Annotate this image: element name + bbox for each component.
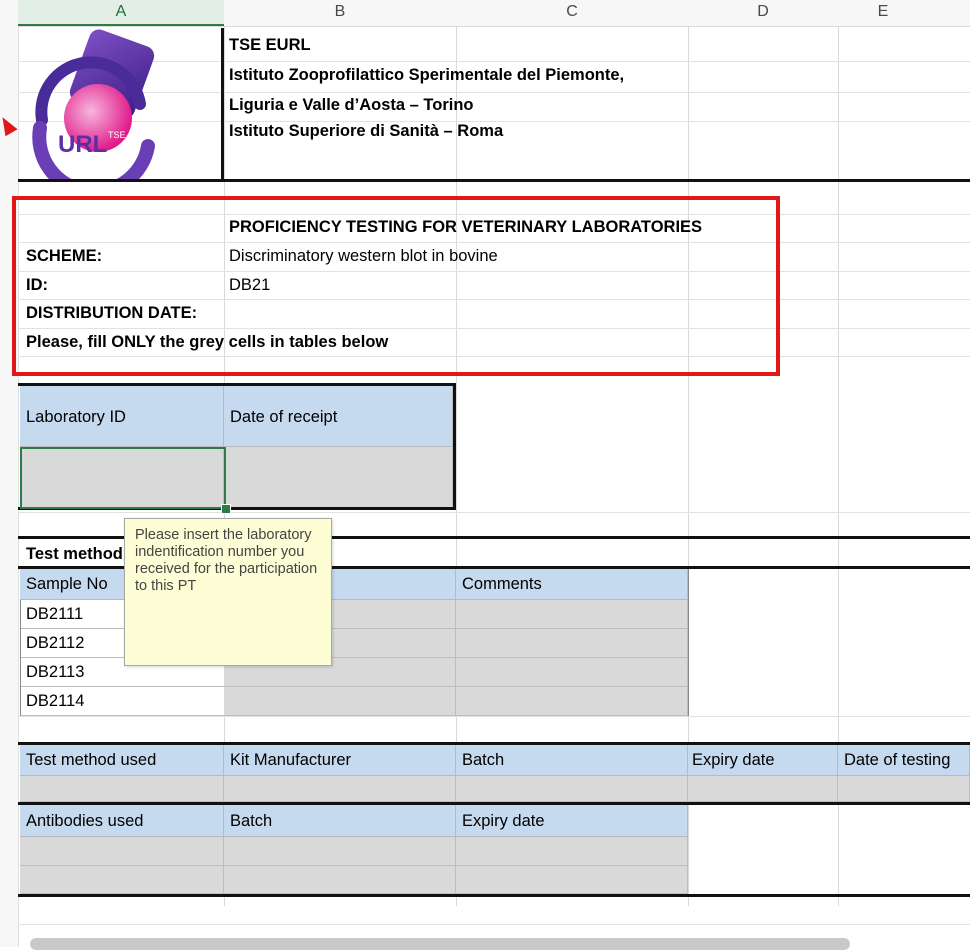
results-left-border [20, 600, 21, 716]
method-batch-header-cell [456, 745, 688, 776]
method-batch-input[interactable] [456, 776, 688, 802]
comments-input[interactable] [456, 687, 688, 716]
lab-table-border-right [453, 383, 456, 510]
sample-id: DB2112 [26, 634, 85, 652]
method-expiry-input[interactable] [688, 776, 838, 802]
lab-id-header: Laboratory ID [26, 408, 126, 426]
column-header-e[interactable]: E [877, 3, 889, 20]
scheme-title: PROFICIENCY TESTING FOR VETERINARY LABORATORIES [229, 218, 703, 236]
header-line-2: Istituto Zooprofilattico Sperimentale del Piemonte, [229, 66, 625, 84]
antibody-expiry-header-cell [456, 805, 688, 837]
results-title: Test method [26, 545, 123, 563]
scheme-value[interactable]: Discriminatory western blot in bovine [229, 247, 498, 265]
comments-input[interactable] [456, 629, 688, 658]
date-receipt-header-cell [224, 386, 453, 447]
method-batch-header: Batch [462, 751, 505, 769]
antibodies-header-cell [20, 805, 224, 837]
column-header-d[interactable]: D [757, 3, 769, 20]
highlight-rectangle [12, 196, 780, 376]
antibody-input[interactable] [20, 866, 224, 894]
header-border-right [221, 28, 224, 180]
row-header-gutter[interactable] [0, 26, 19, 947]
column-header-b[interactable]: B [334, 3, 346, 20]
sample-id: DB2113 [26, 663, 85, 681]
antibody-expiry-header: Expiry date [462, 812, 545, 830]
comments-input[interactable] [456, 658, 688, 687]
date-testing-header: Date of testing [844, 751, 951, 769]
antibody-batch-input[interactable] [224, 837, 456, 866]
header-border-bottom [18, 179, 970, 182]
header-line-3: Liguria e Valle d’Aosta – Torino [229, 96, 474, 114]
comments-input[interactable] [456, 600, 688, 629]
id-value[interactable]: DB21 [229, 276, 271, 294]
antibody-batch-header-cell [224, 805, 456, 837]
result-input[interactable] [224, 687, 456, 716]
date-testing-input[interactable] [838, 776, 970, 802]
test-method-header-cell [20, 745, 224, 776]
kit-manufacturer-header: Kit Manufacturer [230, 751, 352, 769]
column-header-c[interactable]: C [566, 3, 578, 20]
lab-id-header-cell [20, 386, 224, 447]
antibody-batch-header: Batch [230, 812, 273, 830]
antibody-expiry-input[interactable] [456, 866, 688, 894]
selected-cell-a[interactable] [20, 447, 226, 509]
antibodies-header: Antibodies used [26, 812, 144, 830]
column-header-a[interactable]: A [115, 3, 127, 20]
method-expiry-header-cell [688, 745, 838, 776]
sample-id: DB2111 [26, 605, 84, 623]
gridline-row [18, 924, 970, 925]
fill-handle[interactable] [221, 504, 231, 514]
method-expiry-header: Expiry date [692, 751, 775, 769]
id-label: ID: [26, 276, 48, 294]
cell-comment-tooltip [124, 518, 332, 666]
svg-text:URL: URL [58, 131, 108, 158]
date-testing-header-cell [838, 745, 970, 776]
sample-no-header: Sample No [26, 575, 108, 593]
header-line-4: Istituto Superiore di Sanità – Roma [229, 122, 504, 140]
antibody-batch-input[interactable] [224, 866, 456, 894]
kit-manufacturer-input[interactable] [224, 776, 456, 802]
distribution-date-label: DISTRIBUTION DATE: [26, 304, 198, 322]
gridline-row [18, 512, 970, 513]
eurl-logo [20, 28, 220, 180]
date-receipt-header: Date of receipt [230, 408, 338, 426]
antibody-expiry-input[interactable] [456, 837, 688, 866]
svg-text:TSE: TSE [108, 130, 126, 140]
comments-header: Comments [462, 575, 542, 593]
results-right-border [688, 569, 689, 716]
test-method-input[interactable] [20, 776, 224, 802]
test-method-header: Test method used [26, 751, 157, 769]
scheme-label: SCHEME: [26, 247, 103, 265]
horizontal-scrollbar[interactable] [30, 938, 850, 950]
fill-instruction: Please, fill ONLY the grey cells in tables below [26, 333, 389, 351]
date-receipt-input[interactable] [224, 447, 453, 509]
comments-header-cell [456, 569, 688, 600]
header-line-1: TSE EURL [229, 36, 311, 54]
antibody-border-bottom [18, 894, 970, 897]
sample-id: DB2114 [26, 692, 85, 710]
table-row [20, 687, 224, 716]
kit-manufacturer-header-cell [224, 745, 456, 776]
antibody-input[interactable] [20, 837, 224, 866]
gridline-row [18, 716, 970, 717]
tooltip-text: Please insert the laboratory indentification number you received for the participation to this PT [135, 527, 318, 594]
